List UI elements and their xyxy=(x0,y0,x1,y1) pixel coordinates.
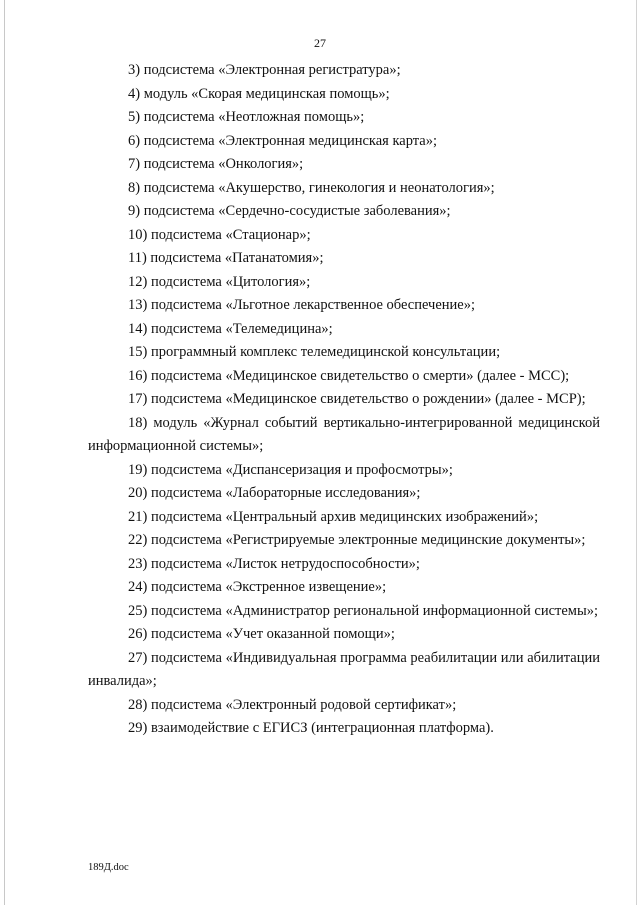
list-item: 20) подсистема «Лабораторные исследования»; xyxy=(128,485,421,501)
list-item: 26) подсистема «Учет оказанной помощи»; xyxy=(128,626,395,642)
list-item: 13) подсистема «Льготное лекарственное обеспечение»; xyxy=(128,297,476,313)
list-item: 14) подсистема «Телемедицина»; xyxy=(128,320,333,337)
list-item: 3) подсистема «Электронная регистратура»; xyxy=(128,62,401,78)
list-item: 22) подсистема «Регистрируемые электронные медицинские документы»; xyxy=(128,532,586,548)
list-item: 29) взаимодействие с ЕГИСЗ (интеграционная платформа). xyxy=(128,720,494,736)
list-item: 10) подсистема «Стационар»; xyxy=(128,226,311,243)
list-item: 23) подсистема «Листок нетрудоспособности»; xyxy=(128,555,420,572)
list-item: 17) подсистема «Медицинское свидетельство о рождении» (далее - МСР); xyxy=(128,391,586,407)
scan-edge-right xyxy=(636,0,637,905)
list-item: 21) подсистема «Центральный архив медицинских изображений»; xyxy=(128,508,539,525)
numbered-list xyxy=(88,59,600,741)
list-item: 7) подсистема «Онкология»; xyxy=(128,156,304,172)
list-item: 25) подсистема «Администратор региональной информационной системы»; xyxy=(128,602,598,619)
list-item: 11) подсистема «Патанатомия»; xyxy=(128,250,324,266)
list-item: 16) подсистема «Медицинское свидетельство о смерти» (далее - МСС); xyxy=(128,367,570,384)
list-item: 4) модуль «Скорая медицинская помощь»; xyxy=(128,85,390,102)
list-item: 12) подсистема «Цитология»; xyxy=(128,273,311,290)
list-item: 15) программный комплекс телемедицинской консультации; xyxy=(128,344,501,360)
scan-edge-left xyxy=(4,0,5,905)
list-item: 6) подсистема «Электронная медицинская карта»; xyxy=(128,132,438,149)
list-item: 9) подсистема «Сердечно-сосудистые заболевания»; xyxy=(128,203,451,219)
list-item: 27) подсистема «Индивидуальная программа реабилитации или абилитации инвалида»; xyxy=(88,649,600,689)
list-item: 24) подсистема «Экстренное извещение»; xyxy=(128,579,387,595)
list-item: 5) подсистема «Неотложная помощь»; xyxy=(128,109,365,125)
list-item: 18) модуль «Журнал событий вертикально-интегрированной медицинской информационной системы»; xyxy=(88,414,600,454)
list-item: 19) подсистема «Диспансеризация и профосмотры»; xyxy=(128,461,453,478)
footer-filename: 189Д.doc xyxy=(88,862,129,873)
list-item: 8) подсистема «Акушерство, гинекология и неонатология»; xyxy=(128,179,495,196)
page-number: 27 xyxy=(314,36,326,50)
list-item: 28) подсистема «Электронный родовой сертификат»; xyxy=(128,696,457,713)
